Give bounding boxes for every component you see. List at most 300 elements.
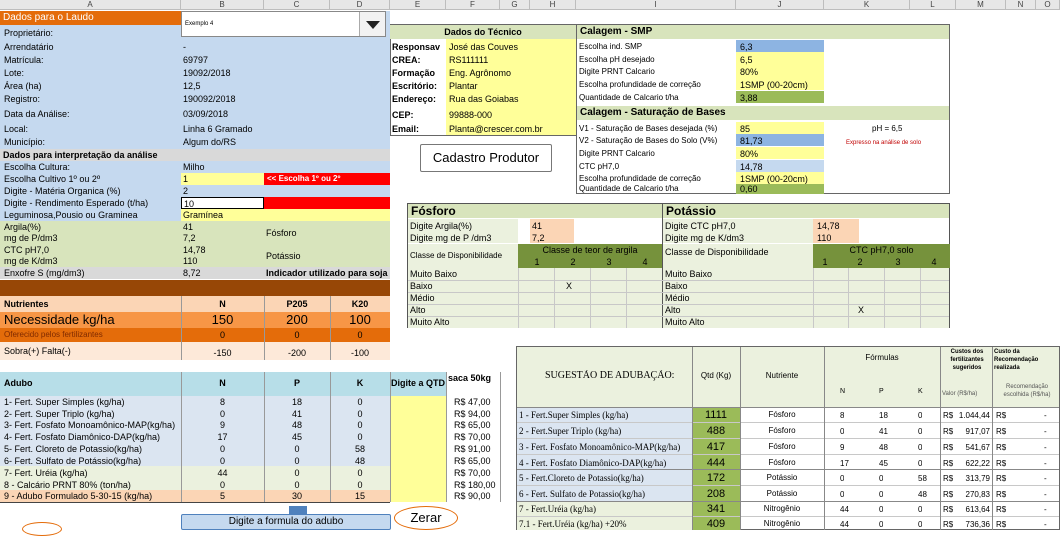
sugestao-n: 44: [840, 505, 849, 514]
col-header-a[interactable]: A: [0, 0, 181, 10]
sugestao-title: SUGESTÃO DE ADUBAÇÃO:: [545, 370, 675, 381]
currency: R$: [943, 474, 954, 483]
adubo-price: R$ 65,00: [454, 420, 491, 430]
tecnico-label: Escritório:: [392, 81, 438, 91]
potassio-tag: Potássio: [266, 251, 301, 261]
sugestao-rec: -: [1044, 443, 1047, 452]
sugestao-qtd: 444: [706, 457, 726, 469]
currency: R$: [943, 505, 954, 514]
fosforo-col: 4: [642, 257, 648, 267]
nutriente-header: Nutriente: [765, 371, 799, 380]
sugestao-nutriente: Nitrogênio: [763, 519, 801, 528]
oferecido-k: 0: [357, 330, 363, 340]
adubo-name: 1- Fert. Super Simples (kg/ha): [4, 397, 125, 407]
sugestao-k: 0: [918, 443, 923, 452]
potassio-title: Potássio: [663, 204, 949, 218]
smp-value[interactable]: 6,3: [740, 42, 753, 52]
sugestao-name: 7 - Fert.Uréia (kg/ha): [519, 504, 596, 514]
enxofre-value: 8,72: [183, 268, 201, 278]
col-header-j[interactable]: J: [736, 0, 824, 10]
fosforo-level: Muito Baixo: [410, 269, 458, 279]
potassio-level: Muito Alto: [665, 317, 705, 327]
sugestao-k: 58: [918, 474, 927, 483]
interp-label: CTC pH7,0: [4, 245, 50, 255]
adubo-price: R$ 70,00: [454, 468, 491, 478]
oferecido-p: 0: [294, 330, 300, 340]
interp-label: Digite - Matéria Organica (%): [4, 186, 121, 196]
bases-label: Digite PRNT Calcario: [579, 149, 655, 158]
col-header-e[interactable]: E: [390, 0, 446, 10]
sugestao-nutriente: Fósforo: [768, 458, 796, 467]
sugestao-valor: 541,67: [965, 443, 990, 452]
fosforo-classe-header: Classe de teor de argila: [542, 245, 638, 255]
tecnico-value[interactable]: Planta@crescer.com.br: [449, 124, 543, 134]
sugestao-qtd: 488: [706, 425, 726, 437]
adubo-n: 0: [219, 480, 225, 490]
adubo-price: R$ 70,00: [454, 432, 491, 442]
currency: R$: [996, 490, 1007, 499]
adubo-name: 6- Fert. Sulfato de Potássio(kg/ha): [4, 456, 142, 466]
sugestao-rec: -: [1044, 505, 1047, 514]
col-header-c[interactable]: C: [264, 0, 330, 10]
interp-label: Escolha Cultura:: [4, 162, 71, 172]
interp-label: mg de K/dm3: [4, 256, 58, 266]
fosforo-level: Baixo: [410, 281, 433, 291]
adubo-n: 0: [219, 444, 225, 454]
sobra-label: Sobra(+) Falta(-): [4, 346, 71, 356]
laudo-label: Arrendatário: [4, 42, 54, 52]
sugestao-k: 0: [918, 505, 923, 514]
materia-input[interactable]: 2: [183, 186, 189, 196]
sugestao-valor: 313,79: [965, 474, 990, 483]
smp-value[interactable]: 6,5: [740, 55, 753, 65]
potassio-level: Muito Baixo: [665, 269, 713, 279]
potassio-classe-header: CTC pH7,0 solo: [849, 245, 914, 255]
bases-value[interactable]: 1SMP (00-20cm): [740, 174, 808, 184]
smp-value[interactable]: 80%: [740, 67, 759, 77]
example-dropdown-value: Exemplo 4: [185, 21, 214, 27]
sugestao-qtd: 208: [706, 488, 726, 500]
necessidade-label: Necessidade kg/ha: [4, 312, 115, 327]
col-header-m[interactable]: M: [956, 0, 1006, 10]
adubo-n: 0: [219, 409, 225, 419]
fosforo-level: Muito Alto: [410, 317, 450, 327]
interp-label: Argila(%): [4, 222, 42, 232]
laudo-label: Local:: [4, 124, 29, 134]
potassio-level: Médio: [665, 293, 690, 303]
col-header-g[interactable]: G: [500, 0, 530, 10]
sugestao-rec: -: [1044, 520, 1047, 529]
sugestao-nutriente: Fósforo: [768, 410, 796, 419]
sugestao-n: 17: [840, 459, 849, 468]
sugestao-qtd: 1111: [704, 409, 728, 421]
sugestao-n: 0: [840, 490, 845, 499]
adubo-p: 0: [294, 444, 300, 454]
potassio-mark: X: [858, 305, 865, 315]
adubo-p: 0: [294, 480, 300, 490]
sugestao-p: 0: [879, 505, 884, 514]
laudo-label: Área (ha): [4, 81, 42, 91]
cultura-value[interactable]: Milho: [183, 162, 205, 172]
adubo-price: R$ 91,00: [454, 444, 491, 454]
laudo-value[interactable]: 12,5: [183, 81, 201, 91]
col-header-f[interactable]: F: [446, 0, 500, 10]
custos-header: Custos dos fertilizantes sugeridos: [950, 349, 984, 371]
formula-col: K: [918, 388, 923, 395]
col-header-b[interactable]: B: [181, 0, 264, 10]
adubo-k: 48: [354, 456, 365, 466]
adubo-k: 58: [354, 444, 365, 454]
sugestao-p: 41: [879, 427, 888, 436]
mgp-value: 7,2: [183, 233, 196, 243]
sugestao-name: 2 - Fert.Super Triplo (kg/ha): [519, 426, 622, 436]
potassio-col: 3: [895, 257, 901, 267]
sugestao-qtd: 341: [706, 503, 726, 515]
adubo-price: R$ 94,00: [454, 409, 491, 419]
sugestao-rec: -: [1044, 474, 1047, 483]
tecnico-label: CEP:: [392, 110, 414, 120]
adubo-p: 30: [291, 491, 302, 501]
sugestao-name: 1 - Fert.Super Simples (kg/ha): [519, 410, 629, 420]
bases-label: CTC pH7,0: [579, 162, 620, 171]
adubo-n: 0: [219, 456, 225, 466]
sugestao-nutriente: Fósforo: [768, 426, 796, 435]
interp-title: Dados para interpretação da análise: [0, 149, 390, 161]
tecnico-value[interactable]: Rua das Goiabas: [449, 94, 519, 104]
bases-value: 81,73: [740, 136, 763, 146]
adubo-name: 7- Fert. Uréia (kg/ha): [4, 468, 88, 478]
qtd-header: Qtd (Kg): [700, 371, 732, 380]
example-dropdown[interactable]: [181, 11, 386, 37]
fosforo-level: Médio: [410, 293, 435, 303]
oferecido-n: 0: [219, 330, 225, 340]
sugestao-name: 3 - Fert. Fosfato Monoamônico-MAP(kg/ha): [519, 442, 681, 452]
adubo-col: N: [219, 378, 226, 388]
sugestao-k: 0: [918, 520, 923, 529]
fosforo-classe: Classe de Disponibilidade: [410, 251, 503, 260]
smp-label: Escolha ind. SMP: [579, 42, 643, 51]
sugestao-name: 5 - Fert.Cloreto de Potassio(kg/ha): [519, 473, 644, 483]
adubo-p: 45: [291, 432, 302, 442]
ph-note: pH = 6,5: [872, 124, 903, 133]
col-header-i[interactable]: I: [576, 0, 736, 10]
rendimento-alert: [264, 197, 390, 209]
adubo-name: 2- Fert. Super Triplo (kg/ha): [4, 409, 115, 419]
potassio-level: Baixo: [665, 281, 688, 291]
tecnico-title: Dados do Técnico: [390, 25, 576, 39]
potassio-classe: Classe de Disponibilidade: [665, 247, 769, 257]
adubo-price: R$ 90,00: [454, 491, 491, 501]
laudo-value[interactable]: 03/09/2018: [183, 109, 229, 119]
separator-bar: [0, 280, 390, 296]
potassio-level: Alto: [665, 305, 681, 315]
adubo-p: 0: [294, 456, 300, 466]
adubo-p: 0: [294, 468, 300, 478]
currency: R$: [996, 411, 1007, 420]
currency: R$: [943, 520, 954, 529]
tecnico-label: Formação: [392, 68, 436, 78]
fosforo-level: Alto: [410, 305, 426, 315]
adubo-col: P: [293, 378, 300, 388]
cadastro-produtor-button[interactable]: Cadastro Produtor: [420, 144, 552, 172]
currency: R$: [943, 459, 954, 468]
rendimento-input[interactable]: 10: [181, 197, 264, 209]
bases-label: V1 - Saturação de Bases desejada (%): [579, 124, 718, 133]
laudo-value[interactable]: 190092/2018: [183, 94, 236, 104]
sugestao-k: 48: [918, 490, 927, 499]
expresso-note: Expresso na análise de solo: [846, 140, 922, 146]
adubo-p: 48: [291, 420, 302, 430]
currency: R$: [996, 505, 1007, 514]
adubo-n: 44: [217, 468, 228, 478]
sugestao-rec: -: [1044, 411, 1047, 420]
tecnico-label: Email:: [392, 124, 420, 134]
sugestao-qtd: 172: [706, 472, 726, 484]
nutrientes-col: N: [219, 299, 226, 309]
sugestao-valor: 1.044,44: [958, 411, 990, 420]
sugestao-n: 0: [840, 427, 845, 436]
sugestao-nutriente: Nitrogênio: [763, 504, 801, 513]
adubo-k: 0: [357, 432, 363, 442]
laudo-label: Lote:: [4, 68, 25, 78]
laudo-label: Município:: [4, 137, 46, 147]
ctc-value: 14,78: [183, 245, 206, 255]
adubo-n: 5: [219, 491, 225, 501]
sugestao-valor: 270,83: [965, 490, 990, 499]
argila-value: 41: [183, 222, 194, 232]
bases-label: Quantidade de Calcario t/ha: [579, 184, 679, 193]
fosforo-label: Digite Argila(%): [410, 221, 473, 231]
laudo-value[interactable]: Linha 6 Gramado: [183, 124, 253, 134]
tecnico-value[interactable]: 99888-000: [449, 110, 493, 120]
currency: R$: [943, 490, 954, 499]
adubo-k: 15: [354, 491, 365, 501]
adubo-name: 8 - Calcário PRNT 80% (ton/ha): [4, 480, 131, 490]
adubo-name: 5- Fert. Cloreto de Potassio(kg/ha): [4, 444, 143, 454]
adubo-n: 8: [219, 397, 225, 407]
sugestao-p: 48: [879, 443, 888, 452]
fosforo-label: Digite mg de P /dm3: [410, 233, 492, 243]
rec-escolhida-header: Recomendação escolhida (R$/ha): [1003, 384, 1051, 398]
sugestao-n: 8: [840, 411, 845, 420]
currency: R$: [943, 411, 954, 420]
nutrientes-col: P205: [286, 299, 308, 309]
adubo-name: 9 - Adubo Formulado 5-30-15 (kg/ha): [4, 491, 153, 501]
sugestao-valor: 622,22: [965, 459, 990, 468]
zerar-button[interactable]: Zerar: [394, 506, 458, 530]
sugestao-n: 0: [840, 474, 845, 483]
formula-adubo-button[interactable]: Digite a formula do adubo: [181, 514, 391, 530]
mgk-value: 110: [183, 256, 198, 266]
calagem-smp-title: Calagem - SMP: [577, 25, 949, 39]
necessidade-k: 100: [349, 312, 371, 327]
nutrientes-col: K20: [351, 299, 369, 309]
adubo-price: R$ 47,00: [454, 397, 491, 407]
adubo-col: saca 50kg: [448, 373, 492, 383]
adubo-k: 0: [357, 480, 363, 490]
fosforo-col: 1: [534, 257, 540, 267]
smp-label: Escolha profundidade de correção: [579, 80, 701, 89]
smp-result: 3,88: [740, 93, 758, 103]
sugestao-nutriente: Potássio: [766, 473, 798, 482]
partial-oval-button[interactable]: [22, 522, 62, 536]
sugestao-p: 0: [879, 520, 884, 529]
laudo-label: Proprietário:: [4, 28, 54, 38]
sugestao-p: 18: [879, 411, 888, 420]
arrow-up-icon: [289, 506, 307, 514]
sugestao-nutriente: Fósforo: [768, 442, 796, 451]
tecnico-value[interactable]: Eng. Agrônomo: [449, 68, 512, 78]
interp-label: Leguminosa,Pousio ou Graminea: [4, 210, 138, 220]
col-header-h[interactable]: H: [530, 0, 576, 10]
bases-label: V2 - Saturação de Bases do Solo (V%): [579, 136, 718, 145]
potassio-label: Digite mg de K/dm3: [665, 233, 745, 243]
tecnico-value[interactable]: RS111111: [449, 55, 489, 65]
col-header-l[interactable]: L: [910, 0, 956, 10]
bases-label: Escolha profundidade de correção: [579, 174, 701, 183]
col-header-d[interactable]: D: [330, 0, 390, 10]
tecnico-label: Responsav: [392, 42, 441, 52]
sugestao-qtd: 409: [706, 518, 726, 530]
currency: R$: [996, 459, 1007, 468]
sugestao-name: 6 - Fert. Sulfato de Potassio(kg/ha): [519, 489, 645, 499]
interp-label: Digite - Rendimento Esperado (t/ha): [4, 198, 149, 208]
adubo-name: 4- Fert. Fosfato Diamônico-DAP(kg/ha): [4, 432, 161, 442]
laudo-title: Dados para o Laudo: [0, 11, 181, 25]
dropdown-arrow-icon[interactable]: [359, 12, 385, 36]
sugestao-p: 45: [879, 459, 888, 468]
currency: R$: [996, 427, 1007, 436]
adubo-k: 0: [357, 397, 363, 407]
sugestao-n: 9: [840, 443, 845, 452]
adubo-n: 17: [217, 432, 228, 442]
currency: R$: [943, 427, 954, 436]
qtd-input-column[interactable]: [390, 396, 446, 502]
bases-result: 0,60: [740, 184, 758, 194]
interp-label: Enxofre S (mg/dm3): [4, 268, 85, 278]
adubo-col: Digite a QTD: [391, 378, 446, 388]
laudo-label: Registro:: [4, 94, 41, 104]
laudo-label: Data da Análise:: [4, 109, 70, 119]
tecnico-label: Endereço:: [392, 94, 437, 104]
adubo-price: R$ 180,00: [454, 480, 496, 490]
adubo-p: 41: [291, 409, 302, 419]
sugestao-nutriente: Potássio: [766, 489, 798, 498]
currency: R$: [996, 474, 1007, 483]
sobra-p: -200: [287, 348, 306, 358]
sugestao-rec: -: [1044, 427, 1047, 436]
adubo-k: 0: [357, 420, 363, 430]
currency: R$: [996, 520, 1007, 529]
col-header-k[interactable]: K: [824, 0, 910, 10]
cultivo-hint: << Escolha 1º ou 2º: [264, 173, 390, 185]
smp-label: Digite PRNT Calcario: [579, 67, 655, 76]
fosforo-tag: Fósforo: [266, 228, 297, 238]
sugestao-k: 0: [918, 411, 923, 420]
potassio-ctc: 14,78: [817, 221, 840, 231]
sugestao-name: 7.1 - Fert.Uréia (kg/ha) +20%: [519, 519, 627, 529]
laudo-value[interactable]: -: [183, 42, 186, 52]
bases-value[interactable]: 85: [740, 124, 751, 134]
adubo-p: 18: [291, 397, 302, 407]
tecnico-value[interactable]: José das Couves: [449, 42, 519, 52]
sugestao-k: 0: [918, 427, 923, 436]
laudo-value[interactable]: Algum do/RS: [183, 137, 237, 147]
fosforo-title: Fósforo: [408, 204, 662, 218]
adubo-col: K: [356, 378, 364, 388]
valor-header: Valor (R$/ha): [942, 391, 978, 397]
interp-label: Escolha Cultivo 1º ou 2º: [4, 174, 101, 184]
necessidade-p: 200: [286, 312, 308, 327]
sugestao-rec: -: [1044, 459, 1047, 468]
tecnico-value[interactable]: Plantar: [449, 81, 478, 91]
sobra-n: -150: [213, 348, 232, 358]
oferecido-label: Oferecido pelos fertilizantes: [4, 330, 103, 339]
sugestao-valor: 917,07: [965, 427, 990, 436]
potassio-col: 2: [857, 257, 863, 267]
sugestao-p: 0: [879, 474, 884, 483]
necessidade-n: 150: [211, 312, 234, 327]
sugestao-valor: 613,64: [965, 505, 990, 514]
laudo-value[interactable]: 19092/2018: [183, 68, 231, 78]
smp-label: Quantidade de Calcario t/ha: [579, 93, 679, 102]
tecnico-label: CREA:: [392, 55, 421, 65]
enxofre-note: Indicador utilizado para soja: [266, 268, 388, 278]
interp-label: mg de P/dm3: [4, 233, 58, 243]
sugestao-rec: -: [1044, 490, 1047, 499]
adubo-price: R$ 65,00: [454, 456, 491, 466]
sugestao-valor: 736,36: [965, 520, 990, 529]
leguminosa-value[interactable]: Gramínea: [181, 209, 390, 221]
adubo-n: 9: [219, 420, 225, 430]
adubo-header: Adubo: [4, 378, 33, 388]
sugestao-k: 0: [918, 459, 923, 468]
fosforo-col: 2: [570, 257, 576, 267]
formulas-header: Fórmulas: [865, 353, 899, 362]
laudo-label: Matrícula:: [4, 55, 44, 65]
col-header-o[interactable]: O: [1036, 0, 1060, 10]
cultivo-input[interactable]: 1: [181, 173, 264, 185]
fosforo-mark: X: [566, 281, 573, 291]
potassio-mgk: 110: [817, 233, 832, 243]
nutrientes-header: Nutrientes: [4, 299, 49, 309]
bases-value: 14,78: [740, 162, 763, 172]
sugestao-p: 0: [879, 490, 884, 499]
fosforo-argila: 41: [532, 221, 543, 231]
adubo-k: 0: [357, 409, 363, 419]
potassio-col: 4: [931, 257, 937, 267]
adubo-k: 0: [357, 468, 363, 478]
calagem-bases-title: Calagem - Saturação de Bases: [577, 106, 949, 120]
adubo-name: 3- Fert. Fosfato Monoamônico-MAP(kg/ha): [4, 420, 176, 430]
currency: R$: [943, 443, 954, 452]
custo-rec-header: Custo da Recomendação realizada: [994, 349, 1039, 371]
sugestao-n: 44: [840, 520, 849, 529]
formula-col: N: [840, 388, 846, 395]
sobra-k: -100: [350, 348, 369, 358]
laudo-value[interactable]: 69797: [183, 55, 209, 65]
potassio-label: Digite CTC pH7,0: [665, 221, 736, 231]
col-header-n[interactable]: N: [1006, 0, 1036, 10]
smp-value[interactable]: 1SMP (00-20cm): [740, 80, 808, 90]
bases-value[interactable]: 80%: [740, 149, 759, 159]
sugestao-name: 4 - Fert. Fosfato Diamônico-DAP(kg/ha): [519, 458, 667, 468]
potassio-col: 1: [822, 257, 828, 267]
smp-label: Escolha pH desejado: [579, 55, 655, 64]
fosforo-mgp: 7,2: [532, 233, 545, 243]
currency: R$: [996, 443, 1007, 452]
sugestao-qtd: 417: [706, 441, 726, 453]
